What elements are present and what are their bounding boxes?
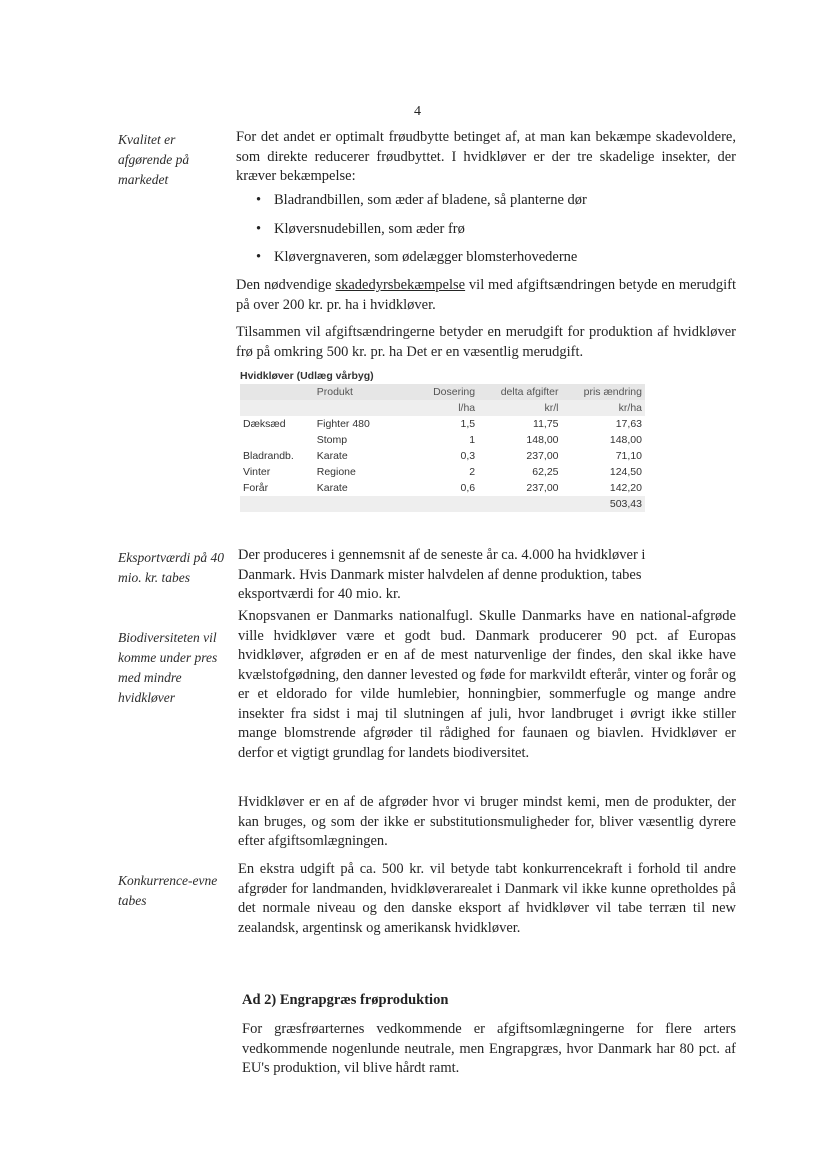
table-title: Hvidkløver (Udlæg vårbyg) <box>240 370 374 382</box>
paragraph-total-cost: Tilsammen vil afgiftsændringerne betyder en merudgift for produktion af hvidkløver frø på omkring 500 kr. pr. ha Det er en væsentlig merudgift. <box>236 324 736 360</box>
pest-control-term: skadedyrsbekæmpelse <box>335 277 466 293</box>
page-number: 4 <box>414 104 421 119</box>
section-heading: Ad 2) Engrapgræs frøproduktion <box>242 992 449 1008</box>
paragraph-text: For det andet er optimalt frøudbytte betinget af, at man kan bekæmpe skadevoldere, som direkte reducerer frøudbyttet. I hvidkløver er der tre skadelige insekter, der kræver bekæmpelse: <box>236 129 736 184</box>
table-units-row <box>240 400 645 416</box>
table-total-row <box>240 496 645 512</box>
table-row: Stomp 1 148,00 148,00 <box>316 434 642 446</box>
margin-note-export: Eksportværdi på 40 mio. kr. tabes <box>118 550 224 585</box>
list-item: • Kløversnudebillen, som æder frø <box>252 220 587 240</box>
table-row: Forår Karate 0,6 237,00 142,20 <box>243 482 642 494</box>
column-header: Produkt <box>314 384 406 400</box>
margin-note-quality: Kvalitet er afgørende på markedet <box>118 132 190 187</box>
column-header: Dosering <box>405 384 478 400</box>
table-row: Dæksæd Fighter 480 1,5 11,75 17,63 <box>243 418 642 430</box>
paragraph-export: Der produceres i gennemsnit af de seneste år ca. 4.000 ha hvidkløver i Danmark. Hvis Danmark mister halvdelen af denne produktion, tabes eksportværdi for 40 mio. kr. <box>238 547 646 602</box>
paragraph-intro <box>236 128 736 187</box>
table-row: Vinter Regione 2 62,25 124,50 <box>243 466 642 478</box>
cost-table <box>240 370 645 512</box>
paragraph-biodiversity: Knopsvanen er Danmarks nationalfugl. Skulle Danmarks have en national-afgrøde ville hvidkløver være et godt bud. Danmark producerer 90 pct. af Europas hvidkløver, afgrøden er en af de mest naturvenlige der findes, den skal ikke have kvælstofgødning, den danner levested og føde for markvildt efterår, vinter og forår og er et eldorado for vilde humlebier, honningbier, sommerfugle og mange andre insekter fra sidst i maj til slutningen af juli, hvor landbruget i øvrigt ikke stiller mange blomstrende afgrøder til rådighed for faunaen og biavlen. Hvidkløver er derfor et vigtigt grundlag for landets biodiversitet. <box>238 608 736 761</box>
column-header: delta afgifter <box>478 384 561 400</box>
unit-label: l/ha <box>405 400 478 416</box>
pest-list <box>252 191 587 277</box>
paragraph-grass-seed: For græsfrøarternes vedkommende er afgiftsomlægningerne for flere arters vedkommende nogenlunde neutrale, men Engrapgræs, hvor Danmark har 80 pct. af EU's produktion, vil blive hårdt ramt. <box>242 1021 736 1076</box>
bullet-icon: • <box>256 192 262 208</box>
margin-note-competition: Konkurrence-evne tabes <box>118 873 218 908</box>
list-item: • Kløvergnaveren, som ødelægger blomsterhovederne <box>252 248 587 268</box>
list-item: • Bladrandbillen, som æder af bladene, så planterne dør <box>252 191 587 211</box>
table-total: 503,43 <box>562 496 645 512</box>
column-header: pris ændring <box>562 384 645 400</box>
paragraph-chemicals: Hvidkløver er en af de afgrøder hvor vi bruger mindst kemi, men de produkter, der kan bruges, og som der ikke er substitutionsmuligheder for, bliver væsentlig dyrere efter afgiftsomlægningen. <box>238 794 736 849</box>
paragraph-competition: En ekstra udgift på ca. 500 kr. vil betyde tabt konkurrencekraft i forhold til andre afgrøder for landmanden, hvidkløverarealet i Danmark vil ikke kunne opretholdes på det normale niveau og den danske eksport af hvidkløver vil tabe terræn til new zealandsk, argentinsk og amerikansk hvidkløver. <box>238 861 736 936</box>
unit-label: kr/ha <box>562 400 645 416</box>
margin-note-biodiversity: Biodiversiteten vil komme under pres med mindre hvidkløver <box>118 630 218 705</box>
table-header-row <box>240 384 645 400</box>
table-row: Bladrandb. Karate 0,3 237,00 71,10 <box>243 450 642 462</box>
bullet-icon: • <box>256 220 262 237</box>
paragraph-pest-control: Den nødvendige skadedyrsbekæmpelse vil med afgiftsændringen betyde en merudgift på over 200 kr. pr. ha i hvidkløver. <box>236 277 737 313</box>
data-table <box>240 384 645 512</box>
bullet-icon: • <box>256 249 262 265</box>
unit-label: kr/l <box>478 400 561 416</box>
